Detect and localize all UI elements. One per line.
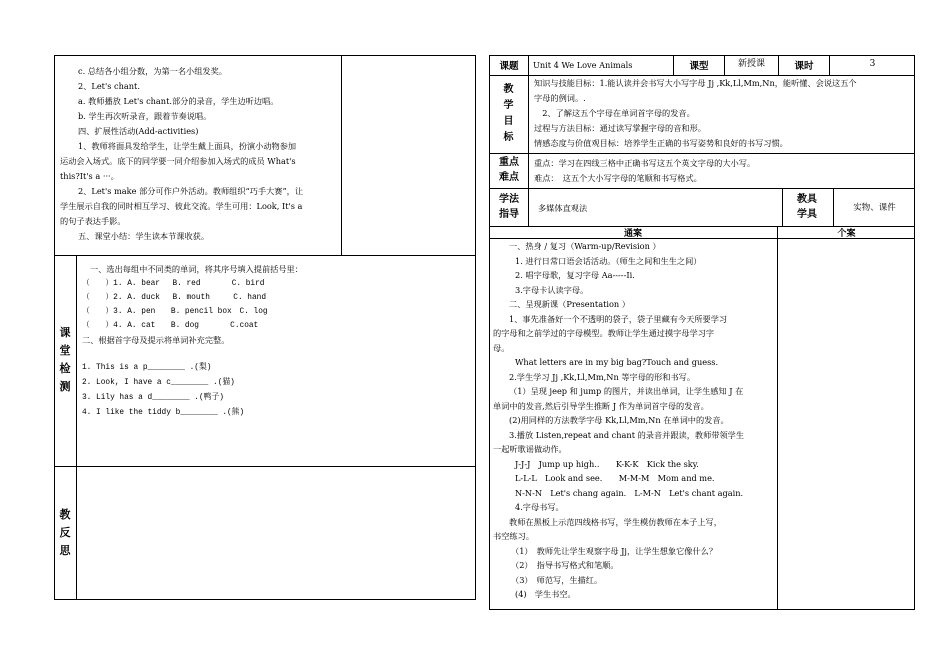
goals-label: 教学目标 [503,84,514,143]
goal-line: 字母的例词。. [534,93,586,103]
text-line: 学生展示自我的同时相互学习、彼此交流。学生可用：Look, It's a [60,201,303,211]
exercise-line [82,350,342,363]
exercise-block [82,264,342,423]
exercise-line: 二、根据首字母及提示将单词补充完整。 [82,335,230,345]
text-line: 的句子表达手影。 [60,216,126,226]
text-line: a. 教师播放 Let's chant.部分的录音，学生边听边唱。 [78,96,279,106]
type-label: 课型 [689,61,709,72]
procedure-line: （2） 指导书写格式和笔顺。 [511,560,619,570]
text-line: 四、扩展性活动(Add-activities) [78,126,199,136]
text-line: b. 学生再次听录音，跟着节奏说唱。 [78,111,212,121]
text-line: 五、课堂小结：学生读本节课收获。 [78,231,210,241]
method-label: 学法指导 [499,194,519,220]
procedure-line: 1、事先准备好一个不透明的袋子，袋子里藏有今天所要学习 [509,313,728,324]
key-points-text [534,158,755,188]
procedure-line: 3.播放 Listen,repeat and chant 的录音并跟读，教师带领学生 [509,429,745,440]
topic-value: Unit 4 We Love Animals [533,60,633,70]
procedure-line: 母。 [493,342,510,353]
hours-value: 3 [869,59,876,69]
goal-line: 情感态度与价值观目标：培养学生正确的书写姿势和良好的书写习惯。 [534,138,788,148]
left-row-divider [54,255,476,256]
text-line: 2、Let's make 部分可作户外活动。教师组织“巧手大赛”，让 [78,186,304,196]
individual-plan-header: 个案 [837,229,856,239]
text-line: 运动会入场式。底下的同学要一同介绍参加入场式的成员 What's [60,156,296,166]
left-column-divider [341,55,342,255]
goal-line: 知识与技能目标：1.能认读并会书写大小写字母 Jj ,Kk,Ll,Mm,Nn，能听懂、会说这五个 [534,78,857,88]
procedure-line: 书空练习。 [493,531,534,541]
right-row-divider [489,188,915,189]
procedure-line: What letters are in my big bag?Touch and guess. [515,357,719,367]
procedure-line: （1） 教师先让学生观察字母 Jj，让学生想象它像什么？ [511,545,718,556]
common-plan-header: 通案 [623,229,642,239]
exercise-line: 1. This is a p________ .(梨) [82,364,212,372]
procedure-line: L-L-L Look and see. M-M-M Mom and me. [515,473,715,483]
exercise-line: （ ）2. A. duck B. mouth C. hand [82,294,267,302]
right-row-divider [489,153,915,154]
procedure-line: J-J-J Jump up high.. K-K-K Kick the sky. [515,458,699,469]
procedure-line: 教师在黑板上示范四线格书写，学生模仿教师在本子上写， [509,516,722,527]
key-line: 重点：学习在四线三格中正确书写这五个英文字母的大小写。 [534,158,756,168]
goals-text [534,78,857,153]
procedure-line: （1）呈现 jeep 和 jump 的图片，并读出单词，让学生感知 J 在 [509,386,744,396]
goal-line: 2、了解这五个字母在单词首字母的发音。 [534,108,695,118]
tools-value: 实物、课件 [853,203,896,213]
exercise-line: （ ）3. A. pen B. pencil box C. log [82,308,268,316]
right-column-divider [528,55,529,226]
topic-label: 课题 [499,61,519,72]
procedure-line: 二、呈现新课（Presentation ） [509,299,630,309]
left-row-divider [54,466,476,467]
procedure-line: (4) 学生书空。 [515,589,576,599]
procedure-line: 单词中的发音,然后引导学生推断 J 作为单词首字母的发音。 [493,400,709,411]
key-line: 难点： 这五个大小写字母的笔顺和书写格式。 [534,173,702,183]
procedure-line: 的字母和之前学过的字母模型。教师让学生通过摸字母学习字 [493,328,715,338]
text-line: 1、教师将面具发给学生，让学生戴上面具，扮演小动物参加 [78,141,297,151]
left-column-divider [76,255,77,600]
procedure-line: 2. 唱字母歌，复习字母 Aa-----Ii. [515,270,635,280]
key-points-label: 重点难点 [499,157,519,183]
procedure-line: 1. 进行日常口语会话活动。（师生之间和生生之间） [515,255,702,266]
right-column-divider [782,188,783,226]
check-section-label: 课堂检测 [59,326,71,393]
procedure-line: 一起听歌谣做动作。 [493,444,567,454]
hours-label: 课时 [794,61,814,72]
reflection-section-label: 教反思 [59,508,71,557]
text-line: c. 总结各小组分数，为第一名小组发奖。 [78,66,227,76]
type-value: 新授课 [737,59,765,69]
lesson-procedure [493,241,775,604]
procedure-line: 一、热身 / 复习（Warm-up/Revision ） [509,241,661,251]
activity-text-block [60,66,340,246]
right-column-divider [777,226,778,610]
exercise-line: 3. Lily has a d________ .(鸭子) [82,394,224,402]
text-line: 2、Let's chant. [78,81,140,91]
goal-line: 过程与方法目标：通过读写掌握字母的音和形。 [534,123,706,133]
procedure-line: N-N-N Let's chang again. L-M-N Let's chant again. [515,487,744,498]
exercise-line: （ ）1. A. bear B. red C. bird [82,280,265,288]
exercise-line: （ ）4. A. cat B. dog C.coat [82,322,259,330]
method-value: 多媒体直观法 [538,203,588,213]
text-line: this?It's a ···。 [60,171,119,181]
right-row-divider [489,75,915,76]
procedure-line: 4.字母书写。 [515,502,564,512]
exercise-line: 2. Look, I have a c________ .(猫) [82,379,235,387]
procedure-line: （3） 师范写，生描红。 [511,574,603,585]
exercise-line: 4. I like the tiddy b________ .(熊) [82,409,245,417]
procedure-line: 3.字母卡认读字母。 [515,284,589,295]
procedure-line: 2.学生学习 Jj ,Kk,Ll,Mm,Nn 等字母的形和书写。 [509,371,696,382]
tools-label: 教具学具 [797,194,817,220]
procedure-line: (2)用同样的方法教学字母 Kk,Ll,Mm,Nn 在单词中的发音。 [509,415,729,425]
exercise-line: 一、选出每组中不同类的单词，将其序号填入提前括号里： [90,264,303,274]
